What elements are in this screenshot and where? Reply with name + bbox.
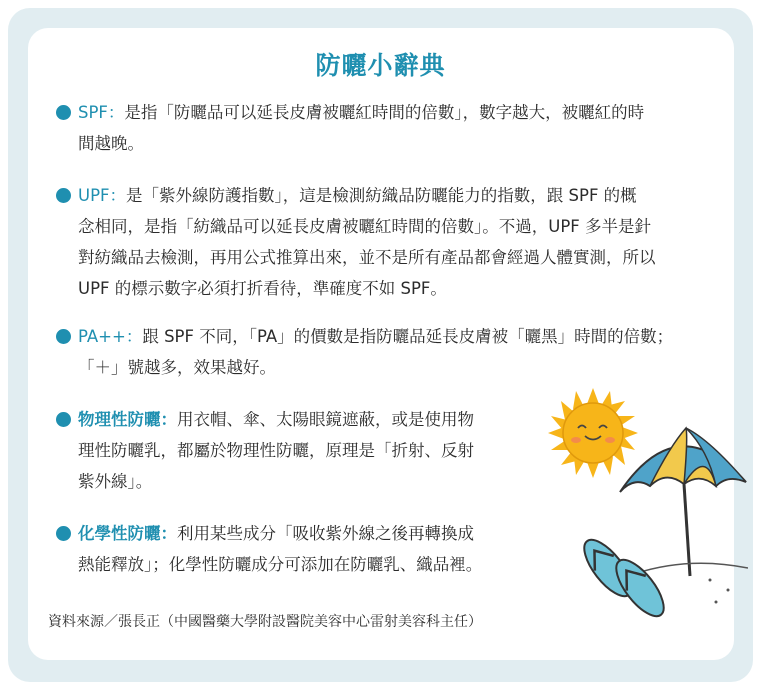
entry-text: 「＋」號越多，效果越好。 [78,358,276,377]
sun-icon [548,388,638,478]
entry-term: 物理性防曬： [78,410,177,429]
entry-chemical [56,518,482,580]
entry-text: 理性防曬乳，都屬於物理性防曬，原理是「折射、反射 [78,441,474,460]
entry-text: 用衣帽、傘、太陽眼鏡遮蔽，或是使用物 [177,410,474,429]
entry-text: 間越晚。 [78,134,144,153]
entry-spf [56,97,644,159]
entry-text: 對紡織品去檢測，再用公式推算出來，並不是所有產品都會經過人體實測，所以 [78,248,656,267]
entry-text: 利用某些成分「吸收紫外線之後再轉換成 [177,524,474,543]
bullet-icon [56,105,71,120]
bullet-icon [56,526,71,541]
entry-term: SPF： [78,103,125,122]
entry-text: UPF 的標示數字必須打折看待，準確度不如 SPF。 [78,279,447,298]
bullet-icon [56,188,71,203]
beach-illustration [538,388,748,618]
entry-term: PA++： [78,327,143,346]
entry-text: 是指「防曬品可以延長皮膚被曬紅時間的倍數」，數字越大，被曬紅的時 [124,103,645,122]
entry-text: 紫外線」。 [78,472,153,491]
source-credit: 資料來源／張長正（中國醫藥大學附設醫院美容中心雷射美容科主任） [48,614,482,630]
entry-text: 念相同，是指「紡織品可以延長皮膚被曬紅時間的倍數」。不過，UPF 多半是針 [78,217,652,236]
sandals-icon [576,533,672,618]
entry-physical [56,404,474,497]
entry-term: UPF： [78,186,127,205]
entry-text: 跟 SPF 不同，「PA」的價數是指防曬品延長皮膚被「曬黑」時間的倍數； [142,327,674,346]
entry-term: 化學性防曬： [78,524,177,543]
entry-pa [56,321,673,383]
entry-text: 是「紫外線防護指數」，這是檢測紡織品防曬能力的指數，跟 SPF 的概 [126,186,637,205]
entry-upf [56,180,656,304]
page-title: 防曬小辭典 [315,51,446,80]
bullet-icon [56,412,71,427]
entry-text: 熱能釋放」；化學性防曬成分可添加在防曬乳、織品裡。 [78,555,483,574]
bullet-icon [56,329,71,344]
